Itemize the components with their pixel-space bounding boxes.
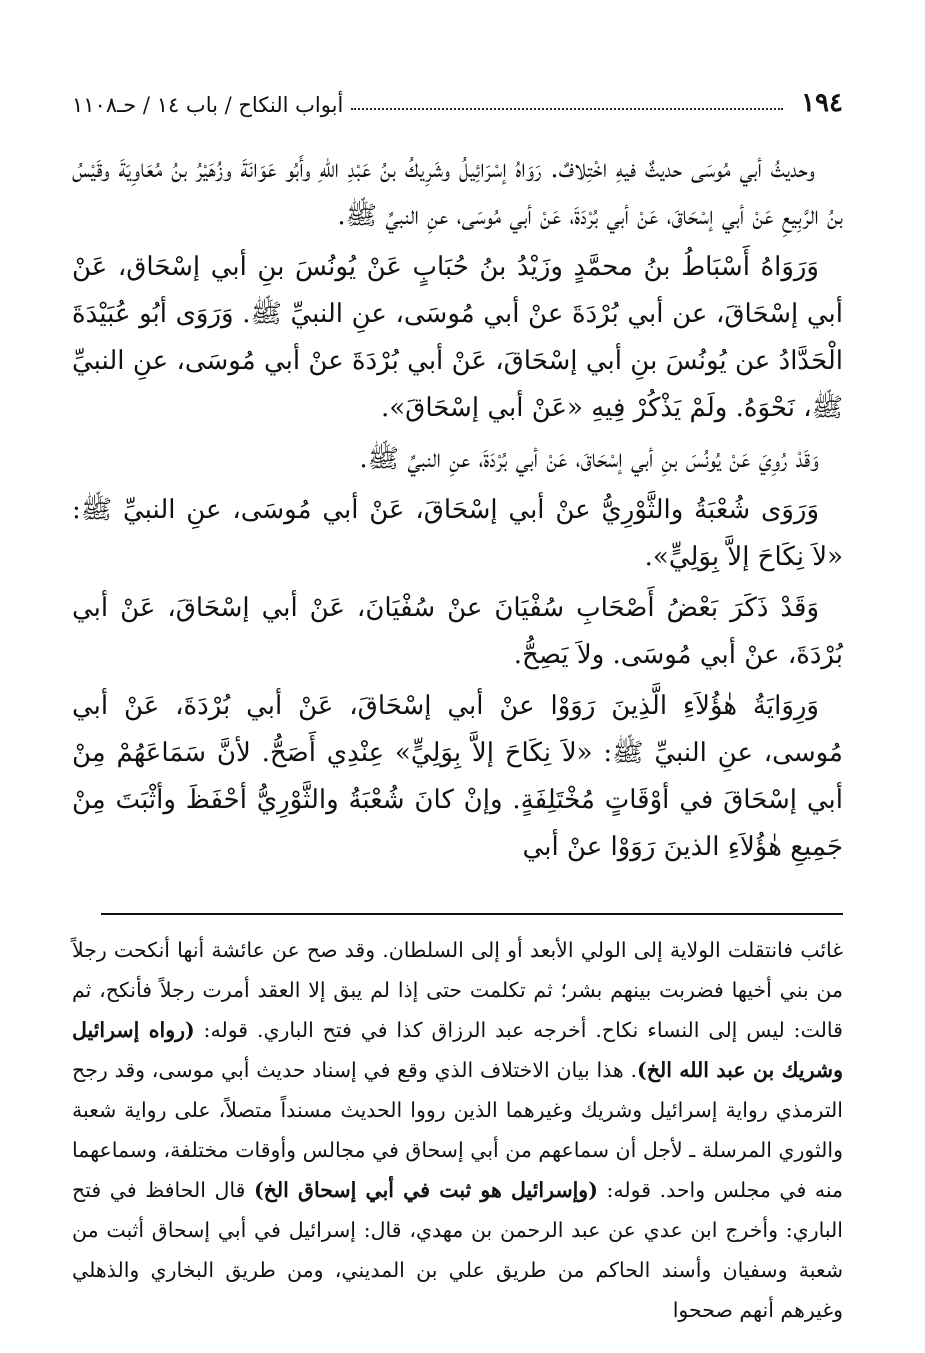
paragraph: وَقَدْ رُوِيَ عَنْ يُونُسَ بنِ أبي إسْحَاقَ، عَنْ أبي بُرْدَةَ، عنِ النبيِّ ﷺ. — [359, 444, 819, 474]
header-dot-leader — [351, 108, 783, 110]
page-number: ١٩٤ — [801, 88, 843, 118]
footnote-paragraph — [72, 930, 843, 1330]
footnote-text: قال الحافظ في فتح الباري: وأخرج ابن عدي عن عبد الرحمن بن مهدي، قال: إسرائيل في أبي إسحاق أثبت من شعبة وسفيان وأسند الحاكم من طريق علي بن المديني، ومن طريق البخاري والذهلي وغيرهم أنهم صححوا — [72, 1178, 843, 1322]
footnote-divider — [101, 913, 843, 915]
footnote — [72, 930, 843, 1330]
paragraph: وَرَوَاهُ أَسْبَاطُ بنُ محمَّدٍ وزَيْدُ بنُ حُبَابٍ عَنْ يُونُسَ بنِ أبي إسْحَاق، عَنْ أبي إسْحَاقَ، عن أبي بُرْدَةَ عنْ أبي مُوسَى، عنِ النبيِّ ﷺ. وَرَوَى أبُو عُبَيْدَةَ الْحَدَّادُ عن يُونُسَ بنِ أبي إسْحَاقَ، عَنْ أبي بُرْدَةَ عنْ أبي مُوسَى، عنِ النبيِّ ﷺ، نَحْوَهُ. ولَمْ يَذْكُرْ فِيهِ «عَنْ أبي إسْحَاقَ». — [72, 252, 843, 423]
footnote-quote: (وإسرائيل هو ثبت في أبي إسحاق الخ) — [253, 1178, 598, 1202]
running-header — [72, 84, 843, 116]
paragraph: وَرَوَى شُعْبَةُ والثَّوْرِيُّ عنْ أبي إسْحَاقَ، عَنْ أبي مُوسَى، عنِ النبيِّ ﷺ: «لاَ نِكَاحَ إلاَّ بِوَلِيٍّ». — [72, 495, 843, 572]
running-title: أبواب النكاح / باب ١٤ / حـ١١٠٨ — [72, 93, 344, 117]
main-text — [72, 146, 843, 875]
paragraph: وحديثُ أبي مُوسَى حديثٌ فيهِ اخْتِلافٌ. رَوَاهُ إسْرَائِيلُ وشَرِيكُ بنُ عَبْدِ اللهِ وأَبُو عَوَانَةَ وزُهَيْرُ بنُ مُعَاوِيَةَ وقَيْسُ بنُ الرَّبِيعِ عَنْ أبي إسْحَاقَ، عَنْ أبي بُرْدَةَ، عَنْ أبي مُوسَى، عنِ النبيِّ ﷺ. — [72, 154, 843, 231]
footnote-quote: (رواه إسرائيل وشريك بن عبد الله الخ) — [72, 1018, 843, 1082]
paragraph: وَرِوَايَةُ هٰؤُلاَءِ الَّذِينَ رَوَوْا عنْ أبي إسْحَاقَ، عَنْ أبي بُرْدَةَ، عَنْ أبي مُوسى، عنِ النبيِّ ﷺ: «لاَ نِكَاحَ إلاَّ بِوَلِيٍّ» عِنْدِي أَصَحُّ. لأنَّ سَمَاعَهُمْ مِنْ أبي إسْحَاقَ في أوْقَاتٍ مُخْتَلِفَةٍ. وإنْ كانَ شُعْبَةُ والثَّوْرِيُّ أحْفَظَ وأثْبَتَ مِنْ جَمِيعِ هٰؤُلاَءِ الذينَ رَوَوْا عنْ أبي — [72, 691, 843, 862]
footnote-text: . هذا بيان الاختلاف الذي وقع في إسناد حديث أبي موسى، وقد رجح الترمذي رواية إسرائيل وشريك وغيرهما الذين رووا الحديث مسنداً متصلاً، على رواية شعبة والثوري المرسلة ـ لأجل أن سماعهم من أبي إسحاق في مجالس وأوقات مختلفة، وسماعهما منه في مجلس واحد. قوله: — [72, 1058, 843, 1202]
footnote-text: غائب فانتقلت الولاية إلى الولي الأبعد أو إلى السلطان. وقد صح عن عائشة أنها أنكحت رجلاً من بني أخيها فضربت بينهم بشر؛ ثم تكلمت حتى إذا لم يبق إلا العقد أمرت رجلاً فأنكح، ثم قالت: ليس إلى النساء نكاح. أخرجه عبد الرزاق كذا في فتح الباري. قوله: — [72, 938, 843, 1042]
paragraph: وَقَدْ ذَكَرَ بَعْضُ أَصْحَابِ سُفْيَانَ عنْ سُفْيَانَ، عَنْ أبي إسْحَاقَ، عَنْ أبي بُرْدَةَ، عنْ أبي مُوسَى. ولاَ يَصِحُّ. — [72, 593, 843, 670]
